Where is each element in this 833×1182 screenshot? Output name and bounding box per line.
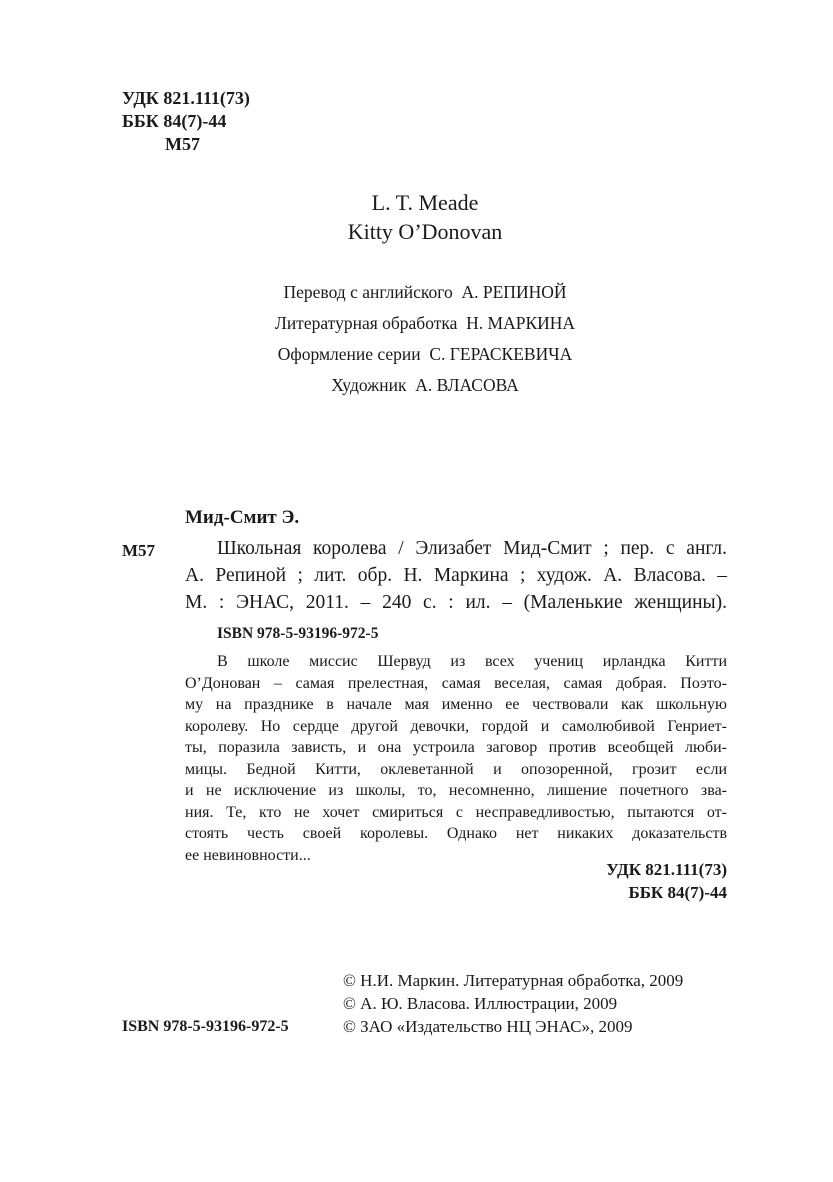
original-author: L. T. Meade — [371, 190, 479, 215]
annotation-line: В школе миссис Шервуд из всех учениц ирландка Китти — [217, 653, 727, 670]
catalog-description-line: А. Репиной ; лит. обр. Н. Маркина ; худож. А. Власова. – — [185, 565, 727, 586]
copyright-line: © Н.И. Маркин. Литературная обработка, 2009 — [343, 971, 684, 990]
annotation-line: и не исключение из школы, то, несомненно, лишение почетного зва- — [185, 782, 727, 799]
catalog-description-line: Школьная королева / Элизабет Мид-Смит ; пер. с англ. — [217, 538, 727, 559]
author-mark: М57 — [165, 134, 200, 154]
udk-code: УДК 821.111(73) — [122, 88, 250, 108]
catalog-author-heading: Мид-Смит Э. — [185, 507, 300, 528]
annotation-line: ния. Те, кто не хочет смириться с несправедливостью, пытаются от- — [185, 803, 727, 821]
catalog-isbn: ISBN 978-5-93196-972-5 — [217, 625, 379, 642]
catalog-udk: УДК 821.111(73) — [606, 860, 727, 879]
footer-isbn: ISBN 978-5-93196-972-5 — [122, 1018, 289, 1035]
credit-series-design: Оформление серии С. ГЕРАСКЕВИЧА — [277, 344, 573, 364]
annotation-line: му на празднике в начале мая именно ее чествовали как школьную — [185, 696, 727, 713]
credit-literary-editing: Литературная обработка Н. МАРКИНА — [274, 313, 576, 333]
annotation-line: ее невиновности... — [185, 846, 311, 864]
annotation-line: королеву. Но сердце другой девочки, гордой и самолюбивой Генриет- — [185, 717, 727, 735]
annotation-line: стоять честь своей королевы. Однако нет никаких доказательств — [185, 825, 727, 842]
catalog-description-line: М. : ЭНАС, 2011. – 240 с. : ил. – (Маленькие женщины). — [185, 592, 727, 613]
catalog-bbk: ББК 84(7)-44 — [628, 883, 727, 902]
credit-illustrator: Художник А. ВЛАСОВА — [331, 375, 519, 395]
bbk-code: ББК 84(7)-44 — [122, 111, 227, 131]
annotation-line: ты, поразила зависть, и она устроила заговор против всеобщей люби- — [185, 739, 727, 756]
catalog-mark: М57 — [122, 541, 156, 560]
copyright-line: © А. Ю. Власова. Иллюстрации, 2009 — [343, 994, 618, 1013]
copyright-line: © ЗАО «Издательство НЦ ЭНАС», 2009 — [343, 1017, 633, 1036]
annotation-line: О’Донован – самая прелестная, самая веселая, самая добрая. Поэто- — [185, 674, 727, 692]
annotation-line: мицы. Бедной Китти, оклеветанной и опозоренной, грозит если — [185, 760, 727, 778]
credit-translation: Перевод с английского А. РЕПИНОЙ — [283, 282, 567, 302]
original-title: Kitty O’Donovan — [347, 219, 503, 244]
